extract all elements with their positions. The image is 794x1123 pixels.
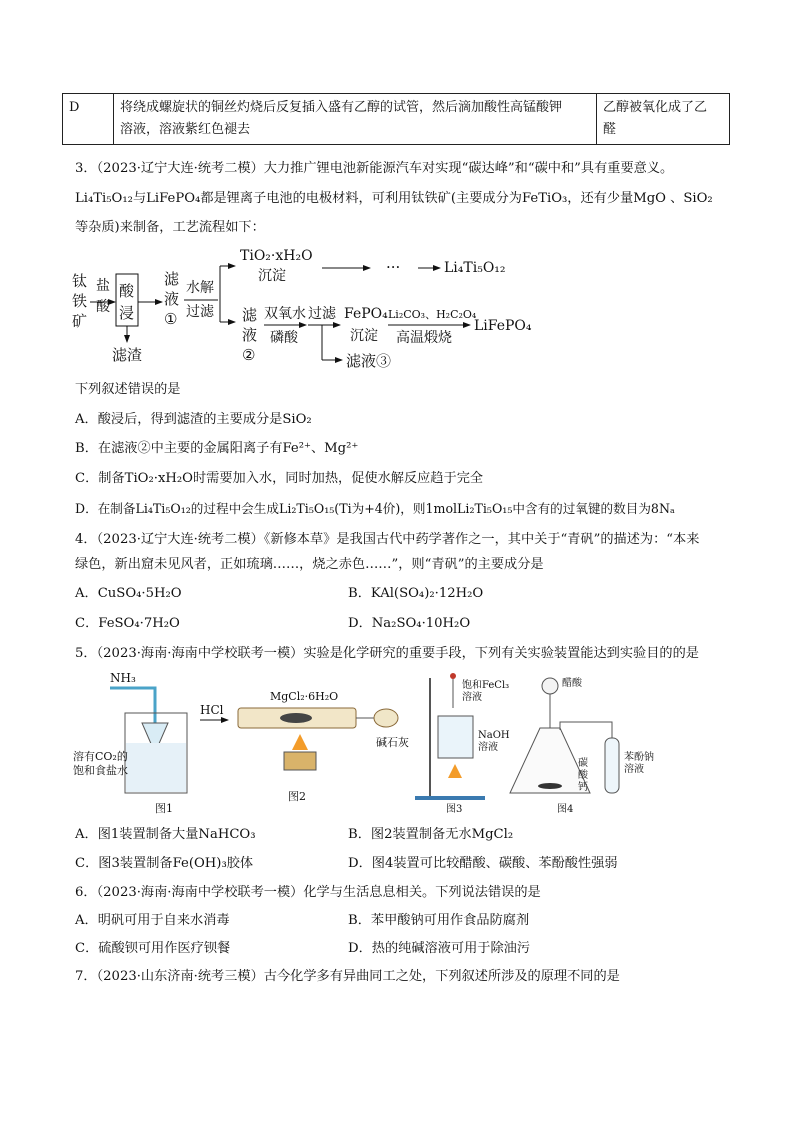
q6-option-d: D．热的纯碱溶液可用于除油污 (348, 941, 531, 956)
flow-filtrate1-c: ① (164, 310, 178, 328)
fig3-fecl3-1: 饱和FeCl₃ (462, 680, 510, 691)
fig1-nh3: NH₃ (110, 671, 136, 685)
flow-ore-2: 铁 (72, 292, 88, 310)
q3-option-b: B．在滤液②中主要的金属阳离子有Fe²⁺、Mg²⁺ (75, 441, 359, 456)
fig4-caption: 图4 (557, 804, 574, 815)
flow-filtrate1-b: 液 (164, 290, 180, 308)
fig4-phenolate-2: 溶液 (624, 764, 644, 775)
figure-1 (73, 671, 187, 815)
fig1-liquid-1: 溶有CO₂的 (73, 750, 128, 763)
q3-option-a: A．酸浸后，得到滤渣的主要成分是SiO₂ (75, 412, 312, 427)
flow-h2o2: 双氧水 (264, 306, 306, 322)
flow-fepo4: FePO₄ (344, 306, 388, 322)
fig2-soda-lime: 碱石灰 (376, 736, 409, 749)
q3-stem-line3: 等杂质)来制备，工艺流程如下： (75, 220, 265, 235)
q6-stem: 6．（2023·海南·海南中学校联考一模）化学与生活息息相关。下列说法错误的是 (75, 885, 541, 900)
answer-table (62, 93, 730, 145)
q5-option-b: B．图2装置制备无水MgCl₂ (348, 827, 514, 842)
fig2-salt: MgCl₂·6H₂O (270, 690, 339, 703)
table-row (63, 94, 730, 145)
flow-leach-1: 酸 (119, 282, 135, 300)
row-conclusion-line1: 乙醇被氧化成了乙 (603, 100, 708, 115)
flow-fepo4-precip: 沉淀 (350, 328, 378, 344)
fig4-caco3-3: 钙 (578, 782, 588, 793)
q4-stem-line2: 绿色，新出窟未见风者，正如琉璃……，烧之赤色……”，则“青矾”的主要成分是 (75, 557, 544, 572)
q6-option-b: B．苯甲酸钠可用作食品防腐剂 (348, 913, 530, 928)
flow-hydrolysis: 水解 (186, 280, 214, 296)
fig3-naoh-1: NaOH (478, 730, 510, 741)
q5-stem: 5．（2023·海南·海南中学校联考一模）实验是化学研究的重要手段，下列有关实验装置能达到实验目的的是 (75, 646, 699, 661)
row-operation (114, 94, 597, 145)
fig1-caption: 图1 (155, 802, 173, 815)
flow-lto: Li₄Ti₅O₁₂ (444, 260, 506, 276)
q5-option-a: A．图1装置制备大量NaHCO₃ (75, 827, 256, 842)
q4-option-a: A．CuSO₄·5H₂O (75, 586, 182, 601)
flow-filtrate2-a: 滤 (242, 306, 258, 324)
fig2-caption: 图2 (288, 790, 306, 803)
flow-leach-2: 浸 (119, 304, 135, 322)
q5-option-c: C．图3装置制备Fe(OH)₃胶体 (75, 856, 254, 871)
fig3-fecl3-2: 溶液 (462, 692, 482, 703)
flow-ore-3: 矿 (72, 312, 88, 330)
flow-acid-2: 酸 (96, 299, 110, 315)
q6-option-a: A．明矾可用于自来水消毒 (75, 913, 230, 928)
q3-option-d: D．在制备Li₄Ti₅O₁₂的过程中会生成Li₂Ti₅O₁₅(Ti为+4价)，则1molLi₂Ti₅O₁₅中含有的过氧键的数目为8Nₐ (75, 501, 675, 516)
fig4-acetic: 醋酸 (562, 678, 582, 689)
flow-lfp: LiFePO₄ (474, 318, 532, 334)
row-operation-line1: 将绕成螺旋状的铜丝灼烧后反复插入盛有乙醇的试管，然后滴加酸性高锰酸钾 (120, 100, 563, 115)
flow-tio2: TiO₂·xH₂O (240, 248, 313, 264)
flow-filtrate1-a: 滤 (164, 270, 180, 288)
figure-4 (510, 676, 654, 815)
flow-h3po4: 磷酸 (270, 330, 298, 346)
q3-stem-line1: 3．（2023·辽宁大连·统考二模）大力推广锂电池新能源汽车对实现“碳达峰”和“碳中和”具有重要意义。 (75, 161, 674, 176)
figure-2 (200, 690, 409, 803)
figure-3 (415, 673, 510, 815)
flow-reagents: Li₂CO₃、H₂C₂O₄ (388, 308, 477, 321)
fig4-caco3-1: 碳 (578, 758, 588, 769)
fig1-liquid-2: 饱和食盐水 (73, 764, 128, 777)
fig3-naoh-2: 溶液 (478, 742, 498, 753)
row-letter: D (63, 94, 114, 145)
apparatus-figures (70, 668, 690, 818)
q3-ask: 下列叙述错误的是 (75, 382, 181, 397)
q7-stem: 7．（2023·山东济南·统考三模）古今化学多有异曲同工之处，下列叙述所涉及的原理不同的是 (75, 969, 620, 984)
process-flowchart (70, 244, 590, 370)
fig4-phenolate-1: 苯酚钠 (624, 752, 654, 763)
flow-ore-1: 钛 (72, 272, 88, 290)
q3-stem-line2: Li₄Ti₅O₁₂与LiFePO₄都是锂离子电池的电极材料，可利用钛铁矿(主要成分为FeTiO₃，还有少量MgO 、SiO₂ (75, 191, 713, 206)
q4-option-b: B．KAl(SO₄)₂·12H₂O (348, 586, 484, 601)
q4-stem-line1: 4．（2023·辽宁大连·统考二模）《新修本草》是我国古代中药学著作之一，其中关于“青矾”的描述为：“本来 (75, 532, 700, 547)
q4-option-c: C．FeSO₄·7H₂O (75, 616, 180, 631)
fig2-hcl: HCl (200, 703, 224, 717)
fig3-caption: 图3 (446, 804, 463, 815)
flow-filtrate2-c: ② (242, 346, 256, 364)
q6-option-c: C．硫酸钡可用作医疗钡餐 (75, 941, 231, 956)
fig4-caco3-2: 酸 (578, 770, 588, 781)
flow-calcination: 高温煅烧 (396, 330, 452, 346)
flow-filter-2: 过滤 (308, 306, 336, 322)
flow-acid-1: 盐 (96, 278, 110, 294)
flow-filtrate2-b: 液 (242, 326, 258, 344)
flow-tio2-precip: 沉淀 (258, 268, 286, 284)
flow-filter-1: 过滤 (186, 304, 214, 320)
row-conclusion-line2: 醛 (603, 122, 617, 137)
q4-option-d: D．Na₂SO₄·10H₂O (348, 616, 471, 631)
q3-option-c: C．制备TiO₂·xH₂O时需要加入水，同时加热，促使水解反应趋于完全 (75, 471, 484, 486)
flow-filtrate3: 滤液③ (346, 352, 392, 370)
row-operation-line2: 溶液，溶液紫红色褪去 (120, 122, 251, 137)
flow-dots: ··· (386, 258, 401, 276)
row-conclusion (597, 94, 730, 145)
q5-option-d: D．图4装置可比较醋酸、碳酸、苯酚酸性强弱 (348, 856, 618, 871)
flow-residue: 滤渣 (112, 346, 143, 364)
